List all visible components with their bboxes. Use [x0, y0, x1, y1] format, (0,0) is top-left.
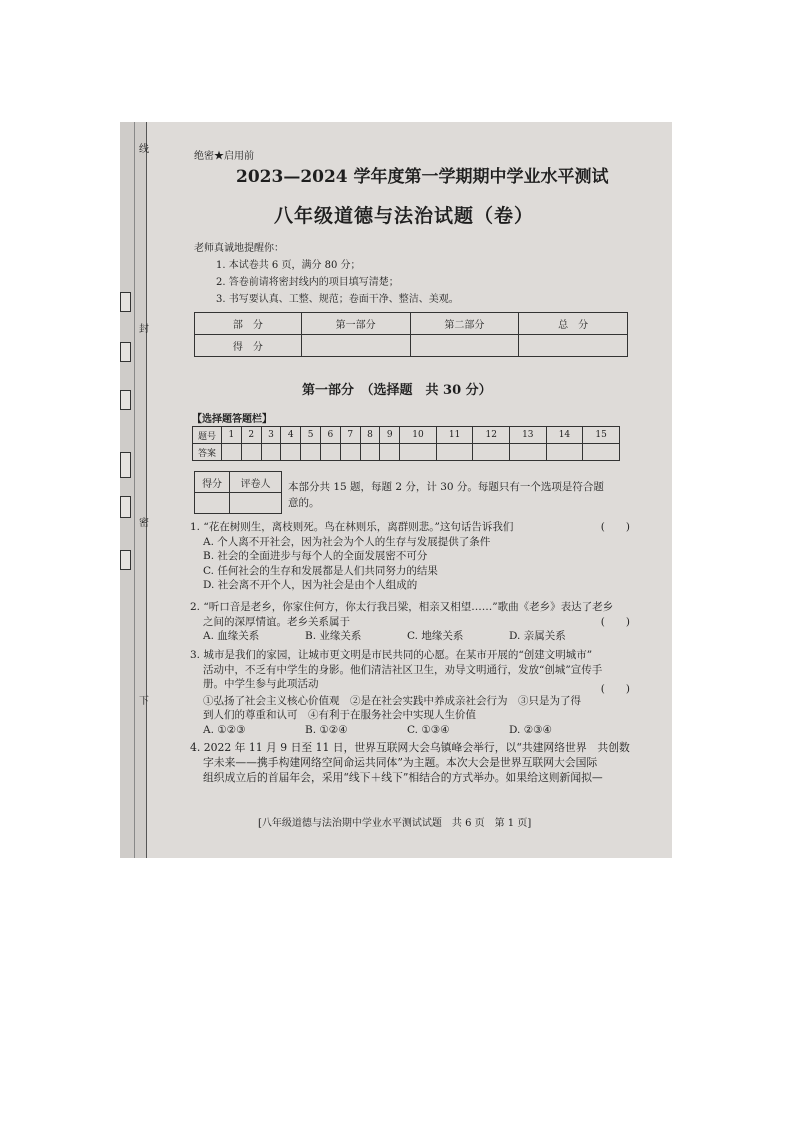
- score-cell[interactable]: [301, 335, 410, 357]
- binding-field-box: [120, 292, 131, 312]
- grader-score-cell[interactable]: [195, 493, 230, 514]
- binding-field-box: [120, 342, 131, 362]
- binding-field-box: [120, 496, 131, 518]
- option-b: B. ①②④: [305, 723, 348, 736]
- option-a: A. 个人离不开社会，因为社会为个人的生存与发展提供了条件: [203, 535, 491, 548]
- answer-row-label: 题号: [193, 427, 222, 444]
- score-row-label: 得 分: [195, 335, 302, 357]
- score-cell[interactable]: [410, 335, 519, 357]
- score-table: [194, 312, 628, 357]
- option-a: A. ①②③: [203, 723, 246, 736]
- answer-cell[interactable]: [281, 444, 301, 461]
- option-d: D. 社会离不开个人，因为社会是由个人组成的: [203, 579, 418, 591]
- binding-field-box: [120, 390, 131, 410]
- question-stem: 3. 城市是我们的家园，让城市更文明是市民共同的心愿。在某市开展的“创建文明城市”: [190, 649, 593, 661]
- question-number: 7: [340, 427, 360, 444]
- option-d: D. 亲属关系: [509, 630, 566, 642]
- binding-field-box: [120, 550, 131, 570]
- answer-cell[interactable]: [510, 444, 547, 461]
- notice-item: 1. 本试卷共 6 页，满分 80 分；: [216, 260, 361, 271]
- question-number: 1: [222, 427, 242, 444]
- option-c: C. ①③④: [407, 723, 450, 736]
- question-stem: 2. “听口音是老乡，你家住何方，你太行我吕梁，相亲又相望……”歌曲《老乡》表达了老乡: [190, 601, 614, 613]
- question-number: 10: [400, 427, 437, 444]
- part1-heading: 第一部分 （选择题 共 30 分）: [302, 383, 492, 398]
- page-footer: [八年级道德与法治期中学业水平测试试题 共 6 页 第 1 页]: [258, 818, 532, 829]
- answer-cell[interactable]: [301, 444, 321, 461]
- option-d: D. ②③④: [509, 723, 552, 736]
- binding-field-box: [120, 452, 131, 478]
- answer-cell[interactable]: [340, 444, 360, 461]
- question-stem: 组织成立后的首届年会，采用“线下＋线下”相结合的方式举办。如果给这则新闻拟—: [203, 771, 603, 784]
- question-number: 12: [473, 427, 510, 444]
- question-2: [190, 600, 630, 644]
- option-a: A. 血缘关系: [203, 630, 260, 642]
- binding-margin: [120, 122, 147, 858]
- question-stem: 活动中，不乏有中学生的身影。他们清洁社区卫生，劝导文明通行，发放“创城”宣传手: [203, 663, 603, 676]
- option-b: B. 社会的全面进步与每个人的全面发展密不可分: [203, 550, 428, 562]
- answer-cell[interactable]: [320, 444, 340, 461]
- answer-bar-label: 【选择题答题栏】: [192, 414, 272, 425]
- answer-table: [192, 426, 620, 461]
- grader-name-cell[interactable]: [230, 493, 282, 514]
- score-cell[interactable]: [519, 335, 628, 357]
- question-number: 6: [320, 427, 340, 444]
- question-number: 11: [436, 427, 473, 444]
- answer-bracket: ( ): [600, 521, 630, 533]
- question-number: 5: [301, 427, 321, 444]
- secret-label: 绝密★启用前: [194, 151, 254, 162]
- question-number: 14: [546, 427, 583, 444]
- score-table-header: 第二部分: [410, 313, 519, 335]
- answer-bracket: ( ): [600, 683, 630, 695]
- option-c: C. 任何社会的生存和发展都是人们共同努力的结果: [203, 564, 438, 577]
- answer-cell[interactable]: [473, 444, 510, 461]
- binding-char: 下: [139, 696, 149, 707]
- question-number: 3: [261, 427, 281, 444]
- options-row: [190, 629, 630, 644]
- question-number: 4: [281, 427, 301, 444]
- part1-instruction: 本部分共 15 题，每题 2 分，计 30 分。每题只有一个选项是符合题: [288, 481, 604, 493]
- grader-table: [194, 471, 282, 514]
- question-number: 2: [241, 427, 261, 444]
- question-number: 9: [380, 427, 400, 444]
- question-1: [190, 520, 630, 593]
- score-table-header: 总 分: [519, 313, 628, 335]
- question-stem: 4. 2022 年 11 月 9 日至 11 日，世界互联网大会乌镇峰会举行，以“共建网络世界 共创数: [190, 741, 630, 754]
- question-4: [190, 740, 630, 785]
- question-number: 15: [583, 427, 620, 444]
- question-3: [190, 648, 630, 737]
- binding-char: 封: [139, 324, 149, 335]
- question-stem: 之间的深厚情谊。老乡关系属于: [203, 615, 350, 628]
- part1-instruction: 意的。: [288, 497, 320, 509]
- grader-name-label: 评卷人: [230, 472, 282, 493]
- question-number: 13: [510, 427, 547, 444]
- notice-item: 3. 书写要认真、工整、规范；卷面干净、整洁、美观。: [216, 294, 459, 305]
- question-number: 8: [360, 427, 380, 444]
- score-table-header: 第一部分: [301, 313, 410, 335]
- notice-item: 2. 答卷前请将密封线内的项目填写清楚；: [216, 277, 399, 288]
- exam-subtitle: 八年级道德与法治试题（卷）: [274, 205, 535, 227]
- grader-score-label: 得分: [195, 472, 230, 493]
- answer-cell[interactable]: [380, 444, 400, 461]
- statement-line: ①弘扬了社会主义核心价值观 ②是在社会实践中养成亲社会行为 ③只是为了得: [203, 694, 581, 707]
- question-stem: 册。中学生参与此项活动: [203, 678, 319, 690]
- statement-line: 到人们的尊重和认可 ④有利于在服务社会中实现人生价值: [203, 709, 476, 721]
- notice-heading: 老师真诚地提醒你：: [194, 243, 284, 254]
- exam-title: 2023—2024 学年度第一学期期中学业水平测试: [236, 167, 609, 187]
- answer-cell[interactable]: [583, 444, 620, 461]
- answer-cell[interactable]: [241, 444, 261, 461]
- answer-row-label: 答案: [193, 444, 222, 461]
- answer-cell[interactable]: [222, 444, 242, 461]
- answer-cell[interactable]: [546, 444, 583, 461]
- answer-cell[interactable]: [436, 444, 473, 461]
- answer-cell[interactable]: [261, 444, 281, 461]
- option-c: C. 地缘关系: [407, 630, 464, 642]
- option-b: B. 业缘关系: [305, 630, 362, 642]
- answer-cell[interactable]: [400, 444, 437, 461]
- binding-char: 密: [139, 518, 149, 529]
- answer-cell[interactable]: [360, 444, 380, 461]
- score-table-header: 部 分: [195, 313, 302, 335]
- binding-char: 线: [139, 144, 149, 155]
- exam-photo: [120, 122, 672, 858]
- answer-bracket: ( ): [600, 615, 630, 628]
- options-row: [190, 723, 630, 738]
- question-stem: 字未来——携手构建网络空间命运共同体”为主题。本次大会是世界互联网大会国际: [203, 756, 598, 769]
- question-stem: 1. “花在树则生，离枝则死。鸟在林则乐，离群则悲。”这句话告诉我们: [190, 521, 514, 533]
